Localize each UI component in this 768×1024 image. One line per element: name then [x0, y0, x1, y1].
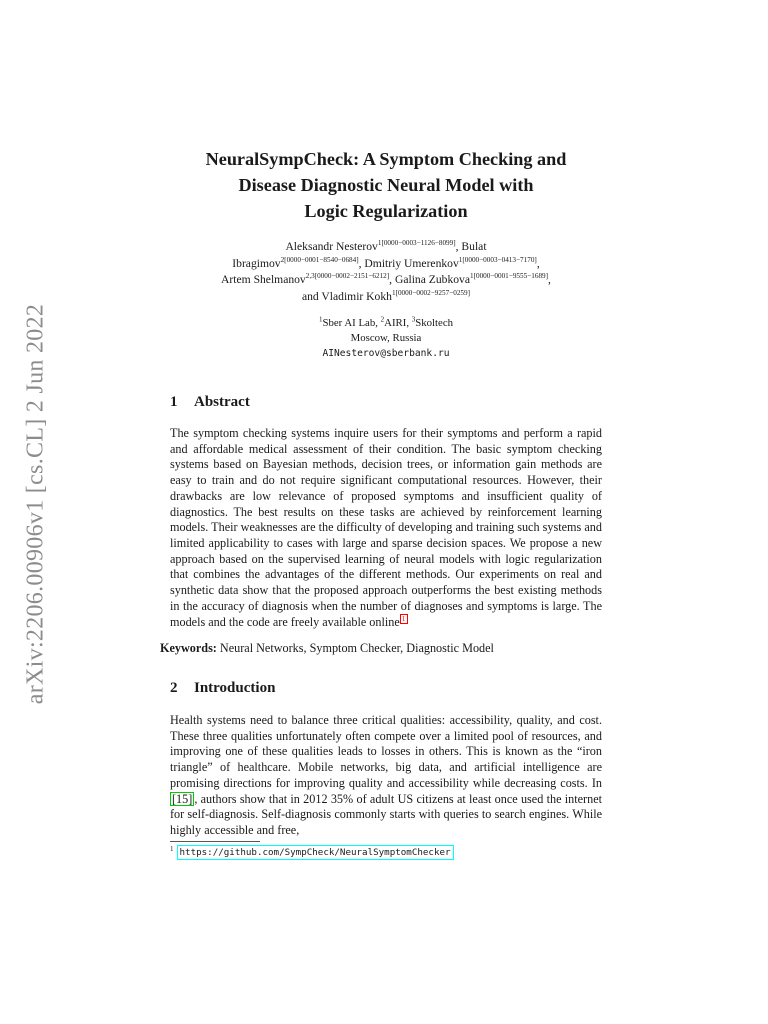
- arxiv-identifier-stamp: arXiv:2206.00906v1 [cs.CL] 2 Jun 2022: [22, 303, 49, 705]
- keywords-line: [160, 641, 494, 656]
- paper-title: [170, 146, 602, 224]
- author-orcid: 2,3[0000−0002−2151−6212]: [305, 272, 390, 281]
- keywords-text: Neural Networks, Symptom Checker, Diagnostic Model: [219, 641, 494, 655]
- author-name: Vladimir Kokh: [321, 289, 392, 303]
- abstract-text: The symptom checking systems inquire users for their symptoms and perform a rapid and affordable medical assessment of their condition. The basic symptom checking systems based on Bayesian methods, decision trees, or information gain methods are easy to train and do not require significant computational resources. However, their drawbacks are low relevance of proposed symptoms and insufficient quality of diagnostics. The best results on these tasks are achieved by reinforcement learning models. Their weaknesses are the difficulty of developing and training such systems and limited applicability to cases with large and sparse decision spaces. We propose a new approach based on the supervised learning of neural models with logic regularization that combines the advantages of the different methods. Our experiments on real and synthetic data show that the proposed approach outperforms the best existing methods in the accuracy of diagnosis when the number of diagnoses and symptoms is large. The models and the code are freely available online: [170, 426, 602, 630]
- author-orcid: 1[0000−0003−0413−7170]: [458, 255, 537, 264]
- footnote: [170, 845, 454, 860]
- author-name: Dmitriy Umerenkov: [364, 256, 459, 270]
- footnote-divider: [170, 841, 260, 842]
- contact-email[interactable]: AINesterov@sberbank.ru: [322, 348, 450, 359]
- abstract-paragraph: [170, 426, 602, 631]
- author-orcid: 1[0000−0003−1126−8099]: [377, 239, 456, 248]
- introduction-text: Health systems need to balance three critical qualities: accessibility, quality, and cost. These three qualities unfortunately often compete over a limited pool of resources, and improving one of these qualities leads to losses in others. This is known as the “iron triangle” of healthcare. Mobile networks, big data, and artificial intelligence are promising directions for improving quality and accessibility while decreasing costs. In: [170, 713, 602, 790]
- footnote-marker-link[interactable]: 1: [401, 614, 406, 624]
- footnote-number: 1: [170, 845, 174, 853]
- title-line: Logic Regularization: [304, 201, 468, 221]
- author-name: Galina Zubkova: [394, 273, 470, 286]
- affiliation-org: Sber AI Lab: [322, 317, 376, 329]
- section-heading-abstract: [170, 394, 250, 411]
- author-name-part: Bulat: [461, 240, 487, 253]
- affiliation-mark: 2: [380, 315, 385, 324]
- author-orcid: 2[0000−0001−8540−0684]: [280, 255, 359, 264]
- affiliation-org: AIRI: [384, 317, 407, 329]
- author-orcid: 1[0000−0002−9257−0259]: [391, 288, 470, 297]
- affiliation-mark: 3: [411, 315, 416, 324]
- author-list: Aleksandr Nesterov$^{1[0000-0003-1126-8099]}$, Bulat Ibragimov$^{2[0000-0001-8540-0684]}$, Dmitriy Umerenkov$^{1[0000-0003-0413-7170]}$, Artem Shelmanov$^{2,3[0000-0002-2151-6212]}$, Galina Zubkova$^{1[0000-0001-9555-1689]}$, and Vladimir Kokh$^{1[0000-0002-9257-0259]}$: [221, 239, 551, 303]
- keywords-label: Keywords:: [160, 641, 217, 655]
- affiliation-mark: 1: [318, 315, 323, 324]
- section-title: Introduction: [194, 680, 276, 696]
- author-name: Artem Shelmanov: [221, 273, 306, 286]
- footnote-url-link[interactable]: https://github.com/SympCheck/NeuralSymptomChecker: [177, 845, 454, 860]
- title-line: NeuralSympCheck: A Symptom Checking and: [205, 149, 567, 169]
- citation-link[interactable]: [15]: [172, 791, 193, 806]
- title-line: Disease Diagnostic Neural Model with: [238, 175, 534, 195]
- introduction-paragraph: [170, 713, 602, 839]
- author-name: Aleksandr Nesterov: [285, 240, 378, 253]
- author-orcid: 1[0000−0001−9555−1689]: [469, 272, 549, 281]
- introduction-text: , authors show that in 2012 35% of adult US citizens at least once used the internet for self-diagnosis. Self-diagnosis commonly starts with queries to search engines. While highly accessible and free,: [170, 791, 602, 837]
- affiliation-location: Moscow, Russia: [350, 332, 422, 344]
- section-title: Abstract: [194, 394, 250, 410]
- affiliations: $^1$Sber AI Lab, $^2$AIRI, $^3$Skoltech Moscow, Russia AINesterov@sberbank.ru: [170, 316, 602, 361]
- affiliation-org: Skoltech: [415, 317, 454, 329]
- author-name-part: Ibragimov: [232, 256, 281, 270]
- section-number: 1: [170, 394, 178, 410]
- section-heading-introduction: [170, 680, 275, 697]
- section-number: 2: [170, 680, 178, 696]
